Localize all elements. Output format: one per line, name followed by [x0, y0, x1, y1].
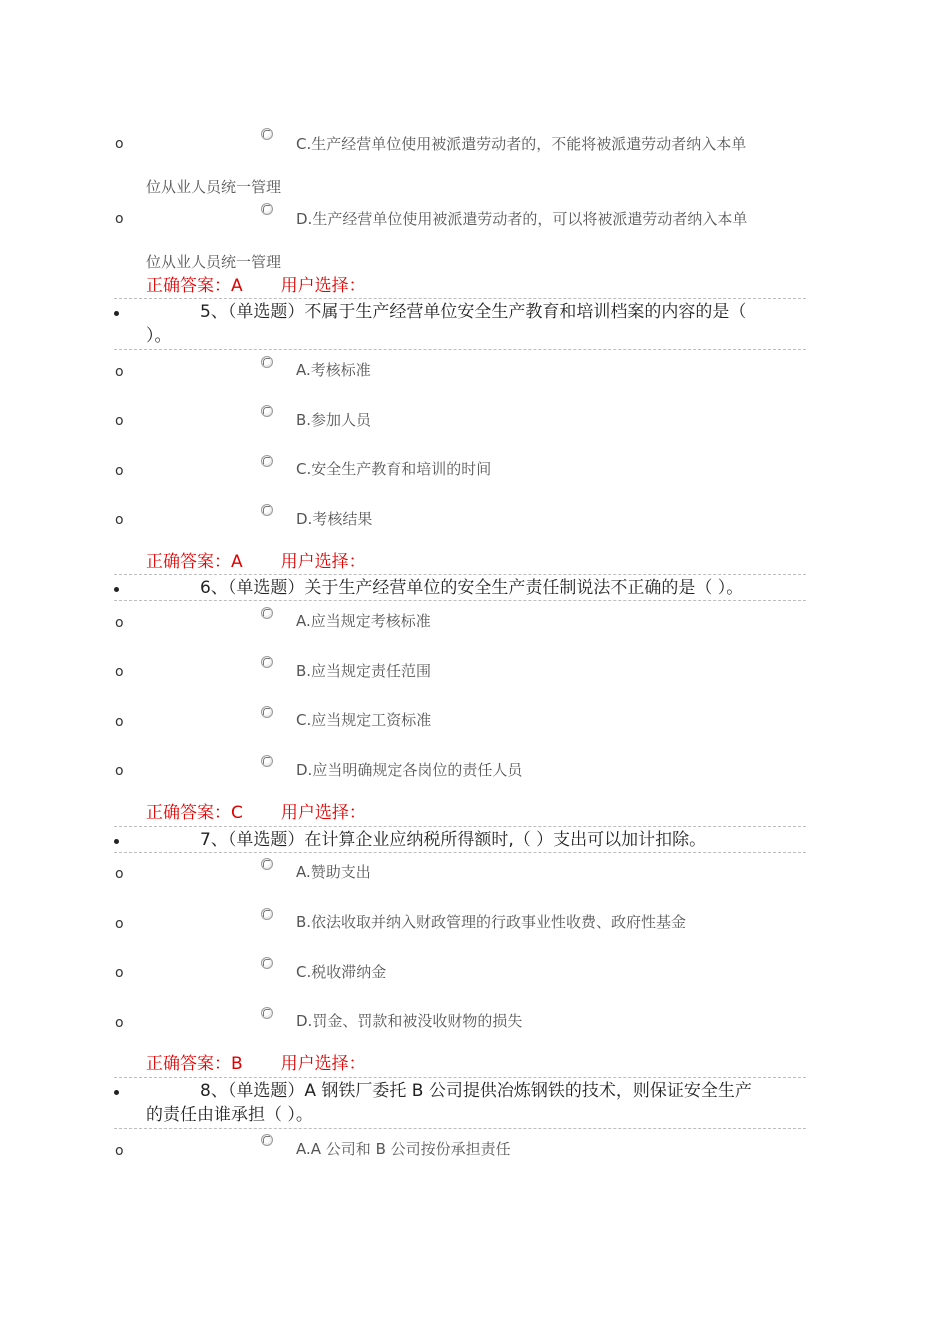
divider: [114, 1077, 806, 1078]
question-line: 5、（单选题）不属于生产经营单位安全生产教育和培训档案的内容的是（: [200, 302, 747, 322]
option-label: C.应当规定工资标准: [296, 711, 432, 729]
option-label: B.依法收取并纳入财政管理的行政事业性收费、政府性基金: [296, 913, 687, 931]
option-label: D.罚金、罚款和被没收财物的损失: [296, 1012, 523, 1030]
correct-answer: 正确答案：A: [146, 552, 243, 572]
question-6-text: [146, 576, 806, 600]
list-bullet: o: [115, 664, 124, 680]
list-bullet: o: [115, 413, 124, 429]
question-bullet: [114, 839, 119, 844]
question-line: ）。: [146, 326, 172, 346]
question-line: 6、（单选题）关于生产经营单位的安全生产责任制说法不正确的是（ ）。: [200, 578, 744, 598]
list-bullet: o: [115, 136, 124, 152]
radio-option-a[interactable]: [261, 356, 273, 368]
list-bullet: o: [115, 1015, 124, 1031]
option-label: C.生产经营单位使用被派遣劳动者的，不能将被派遣劳动者纳入本单: [296, 135, 747, 153]
radio-option-c[interactable]: [261, 128, 273, 140]
radio-option-b[interactable]: [261, 656, 273, 668]
correct-answer: 正确答案：B: [146, 1054, 243, 1074]
user-choice: 用户选择：: [280, 552, 366, 572]
correct-answer: 正确答案：C: [146, 803, 243, 823]
list-bullet: o: [115, 965, 124, 981]
option-label: B.应当规定责任范围: [296, 662, 432, 680]
answer-line: [146, 552, 366, 572]
radio-option-c[interactable]: [261, 455, 273, 467]
divider: [114, 349, 806, 350]
divider: [114, 852, 806, 853]
option-label: B.参加人员: [296, 411, 372, 429]
list-bullet: o: [115, 916, 124, 932]
option-label: D.考核结果: [296, 510, 373, 528]
question-line: 7、（单选题）在计算企业应纳税所得额时,（ ）支出可以加计扣除。: [200, 830, 707, 850]
answer-line: [146, 1054, 366, 1074]
question-bullet: [114, 311, 119, 316]
correct-answer: 正确答案：A: [146, 276, 243, 296]
option-label: C.税收滞纳金: [296, 963, 387, 981]
radio-option-d[interactable]: [261, 755, 273, 767]
option-label-continuation: 位从业人员统一管理: [146, 253, 282, 271]
radio-option-b[interactable]: [261, 405, 273, 417]
radio-option-a[interactable]: [261, 607, 273, 619]
list-bullet: o: [115, 714, 124, 730]
radio-option-d[interactable]: [261, 1007, 273, 1019]
user-choice: 用户选择：: [280, 803, 366, 823]
question-5-text: [146, 300, 806, 348]
option-label: D.生产经营单位使用被派遣劳动者的，可以将被派遣劳动者纳入本单: [296, 210, 748, 228]
list-bullet: o: [115, 763, 124, 779]
divider: [114, 574, 806, 575]
radio-option-b[interactable]: [261, 908, 273, 920]
list-bullet: o: [115, 463, 124, 479]
list-bullet: o: [115, 211, 124, 227]
question-8-text: [146, 1079, 806, 1127]
divider: [114, 298, 806, 299]
option-label-continuation: 位从业人员统一管理: [146, 178, 282, 196]
list-bullet: o: [115, 1143, 124, 1159]
radio-option-c[interactable]: [261, 706, 273, 718]
divider: [114, 826, 806, 827]
question-7-text: [146, 828, 806, 852]
user-choice: 用户选择：: [280, 1054, 366, 1074]
question-bullet: [114, 1090, 119, 1095]
list-bullet: o: [115, 615, 124, 631]
list-bullet: o: [115, 364, 124, 380]
question-line: 的责任由谁承担（ ）。: [146, 1105, 313, 1125]
question-line: 8、（单选题）A 钢铁厂委托 B 公司提供冶炼钢铁的技术，则保证安全生产: [200, 1081, 752, 1101]
option-label: A.应当规定考核标准: [296, 612, 431, 630]
divider: [114, 600, 806, 601]
list-bullet: o: [115, 866, 124, 882]
option-label: C.安全生产教育和培训的时间: [296, 460, 492, 478]
radio-option-a[interactable]: [261, 858, 273, 870]
answer-line: [146, 803, 366, 823]
option-label: A.A 公司和 B 公司按份承担责任: [296, 1140, 511, 1158]
question-bullet: [114, 587, 119, 592]
list-bullet: o: [115, 512, 124, 528]
option-label: A.赞助支出: [296, 863, 371, 881]
radio-option-a[interactable]: [261, 1134, 273, 1146]
user-choice: 用户选择：: [280, 276, 366, 296]
divider: [114, 1128, 806, 1129]
option-label: A.考核标准: [296, 361, 371, 379]
answer-line: [146, 276, 366, 296]
option-label: D.应当明确规定各岗位的责任人员: [296, 761, 523, 779]
radio-option-d[interactable]: [261, 504, 273, 516]
radio-option-d[interactable]: [261, 203, 273, 215]
radio-option-c[interactable]: [261, 957, 273, 969]
